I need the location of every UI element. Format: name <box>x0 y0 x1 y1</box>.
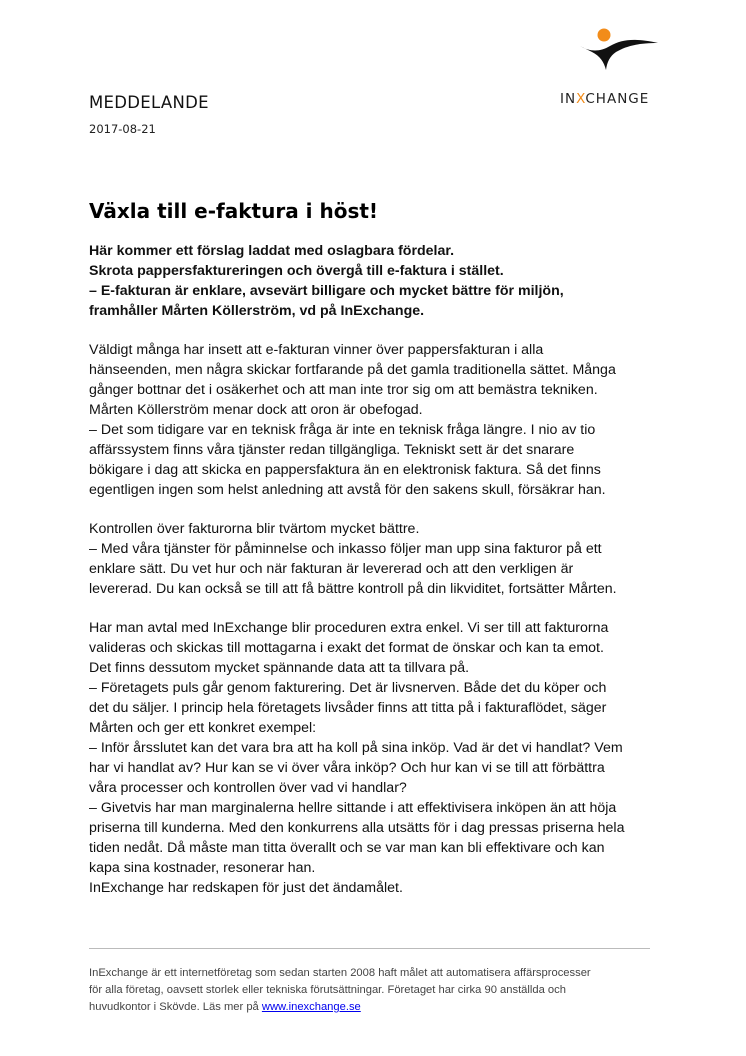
headline: Växla till e-faktura i höst! <box>89 199 379 223</box>
body-line: affärssystem finns våra tjänster redan tillgängliga. Tekniskt sett är det snarare <box>89 442 575 458</box>
body-line: gånger bottnar det i osäkerhet och att man inte tror sig om att bemästra tekniken. <box>89 382 598 398</box>
body-line: InExchange har redskapen för just det ändamålet. <box>89 880 403 896</box>
lead-line: – E-fakturan är enklare, avsevärt billigare och mycket bättre för miljön, <box>89 283 564 299</box>
footer-line: för alla företag, oavsett storlek eller tekniska förutsättningar. Företaget har cirka 90 anställda och <box>89 984 566 996</box>
body-line: Väldigt många har insett att e-fakturan vinner över pappersfakturan i alla <box>89 342 544 358</box>
body-line: valideras och skickas till mottagarna i exakt det format de önskar och kan ta emot. <box>89 640 604 656</box>
body-paragraph-1 <box>89 340 679 500</box>
body-line: enklare sätt. Du vet hur och när fakturan är levererad och att den verkligen är <box>89 561 574 577</box>
body-line: – Det som tidigare var en teknisk fråga är inte en teknisk fråga längre. I nio av tio <box>89 422 596 438</box>
body-line: har vi handlat av? Hur kan se vi över våra inköp? Och hur kan vi se till att förbättra <box>89 760 605 776</box>
body-line: Mårten Köllerström menar dock att oron är obefogad. <box>89 402 423 418</box>
body-paragraph-3 <box>89 618 679 898</box>
body-line: tiden nedåt. Då måste man titta överallt och se var man kan bli effektivare och kan <box>89 840 605 856</box>
footer-divider <box>89 948 650 949</box>
body-line: Mårten och ger ett konkret exempel: <box>89 720 317 736</box>
body-line: levererad. Du kan också se till att få bättre kontroll på din likviditet, fortsätter Mårten. <box>89 581 617 597</box>
body-line: – Företagets puls går genom fakturering. Det är livsnerven. Både det du köper och <box>89 680 607 696</box>
logo-swoosh <box>580 40 658 70</box>
body-line: – Givetvis har man marginalerna hellre sittande i att effektivisera inköpen än att höja <box>89 800 617 816</box>
body-line: – Inför årsslutet kan det vara bra att ha koll på sina inköp. Vad är det vi handlat? Vem <box>89 740 623 756</box>
footer-line: InExchange är ett internetföretag som sedan starten 2008 haft målet att automatisera affärsprocesser <box>89 967 591 979</box>
footer-boilerplate <box>89 965 669 1016</box>
footer-line-prefix: huvudkontor i Skövde. Läs mer på <box>89 1001 262 1013</box>
body-line: bökigare i dag att skicka en pappersfaktura än en elektronisk faktura. Så det finns <box>89 462 601 478</box>
body-paragraph-2 <box>89 519 679 599</box>
lead-line: Här kommer ett förslag laddat med oslagbara fördelar. <box>89 243 455 259</box>
body-line: Det finns dessutom mycket spännande data att ta tillvara på. <box>89 660 470 676</box>
document-type-label: MEDDELANDE <box>89 93 209 112</box>
website-link[interactable]: www.inexchange.se <box>261 1001 361 1013</box>
inexchange-mark-icon <box>576 26 660 82</box>
body-line: Har man avtal med InExchange blir proceduren extra enkel. Vi ser till att fakturorna <box>89 620 609 636</box>
lead-line: Skrota pappersfaktureringen och övergå till e-faktura i stället. <box>89 263 504 279</box>
body-line: hänseenden, men några skickar fortfarande på det gamla traditionella sättet. Många <box>89 362 616 378</box>
lead-paragraph <box>89 241 669 321</box>
body-line: det du säljer. I princip hela företagets livsåder finns att titta på i fakturaflödet, säger <box>89 700 607 716</box>
logo-orange-dot <box>598 29 611 42</box>
logo-wordmark: INXCHANGE <box>560 91 650 107</box>
footer-line-last <box>89 999 669 1016</box>
body-line: – Med våra tjänster för påminnelse och inkasso följer man upp sina fakturor på ett <box>89 541 602 557</box>
lead-line: framhåller Mårten Köllerström, vd på InExchange. <box>89 303 425 319</box>
body-line: Kontrollen över fakturorna blir tvärtom mycket bättre. <box>89 521 420 537</box>
body-line: egentligen ingen som helst anledning att avstå för den sakens skull, försäkrar han. <box>89 482 606 498</box>
inexchange-logo <box>560 26 664 110</box>
body-line: kapa sina kostnader, resonerar han. <box>89 860 316 876</box>
document-date: 2017-08-21 <box>89 122 156 136</box>
body-line: våra processer och kontrollen över vad vi handlar? <box>89 780 407 796</box>
body-line: priserna till kunderna. Med den konkurrens alla utsätts för i dag pressas priserna hela <box>89 820 625 836</box>
